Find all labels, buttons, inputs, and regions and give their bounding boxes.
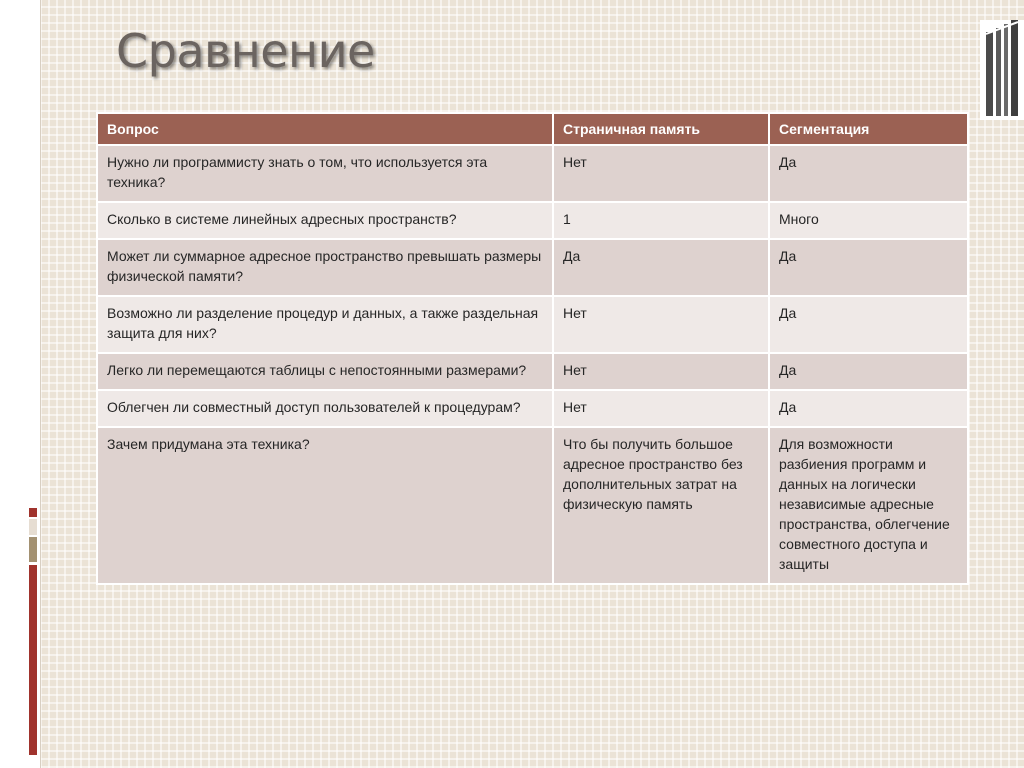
cell-segmentation: Да — [769, 239, 968, 296]
table-row — [97, 390, 968, 427]
cell-segmentation: Да — [769, 145, 968, 202]
cell-question: Нужно ли программисту знать о том, что используется эта техника? — [97, 145, 553, 202]
table-row — [97, 296, 968, 353]
table-row — [97, 145, 968, 202]
table-row — [97, 427, 968, 584]
cell-segmentation: Да — [769, 390, 968, 427]
cell-question: Облегчен ли совместный доступ пользователей к процедурам? — [97, 390, 553, 427]
comparison-table — [96, 112, 967, 585]
cell-question: Зачем придумана эта техника? — [97, 427, 553, 584]
header-paging: Страничная память — [553, 113, 769, 145]
header-question: Вопрос — [97, 113, 553, 145]
stacked-pages-icon — [980, 20, 1024, 120]
cell-paging: Нет — [553, 145, 769, 202]
cell-paging: Что бы получить большое адресное пространство без дополнительных затрат на физическую память — [553, 427, 769, 584]
cell-paging: Нет — [553, 353, 769, 390]
left-margin-line — [40, 0, 41, 768]
cell-segmentation: Да — [769, 353, 968, 390]
table-row — [97, 202, 968, 239]
cell-segmentation: Много — [769, 202, 968, 239]
cell-question: Легко ли перемещаются таблицы с непостоянными размерами? — [97, 353, 553, 390]
cell-paging: Нет — [553, 390, 769, 427]
page-title: Сравнение — [116, 24, 375, 78]
cell-question: Может ли суммарное адресное пространство превышать размеры физической памяти? — [97, 239, 553, 296]
cell-question: Возможно ли разделение процедур и данных, а также раздельная защита для них? — [97, 296, 553, 353]
header-segmentation: Сегментация — [769, 113, 968, 145]
cell-question: Сколько в системе линейных адресных пространств? — [97, 202, 553, 239]
cell-paging: Нет — [553, 296, 769, 353]
side-accent-tan — [29, 537, 37, 562]
cell-segmentation: Да — [769, 296, 968, 353]
table-row — [97, 353, 968, 390]
side-accent-light — [29, 519, 37, 535]
cell-paging: 1 — [553, 202, 769, 239]
table-header-row — [97, 113, 968, 145]
cell-segmentation: Для возможности разбиения программ и данных на логически независимые адресные пространства, облегчение совместного доступа и защиты — [769, 427, 968, 584]
side-accent-red-bar — [29, 565, 37, 755]
side-accent-red-top — [29, 508, 37, 517]
cell-paging: Да — [553, 239, 769, 296]
table-row — [97, 239, 968, 296]
